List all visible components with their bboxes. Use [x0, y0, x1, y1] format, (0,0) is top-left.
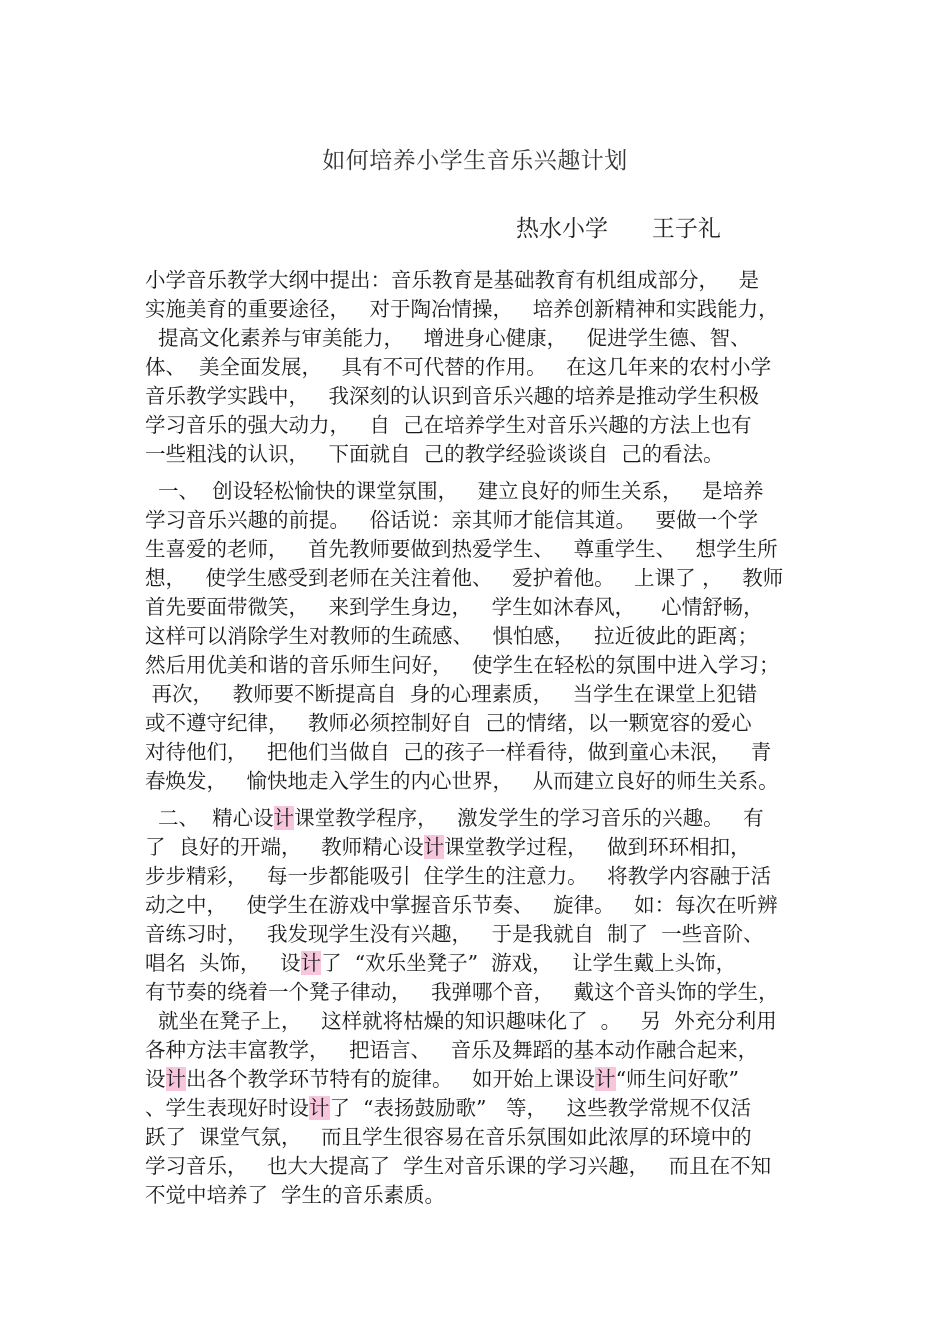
document-body	[145, 266, 825, 1218]
text-line: 音练习时， 我发现学生没有兴趣， 于是我就自 制了 一些音阶、	[145, 922, 764, 946]
text-line: 音乐教学实践中， 我深刻的认识到音乐兴趣的培养是推动学生积极	[145, 384, 760, 408]
text-line: 设计出各个教学环节特有的旋律。 如开始上课设计“师生问好歌”	[145, 1067, 740, 1091]
highlight-mark: 计	[423, 835, 445, 859]
paragraph	[145, 266, 825, 469]
text-line: 然后用优美和谐的音乐师生问好， 使学生在轻松的氛围中进入学习；	[145, 653, 780, 677]
highlight-mark: 计	[300, 951, 322, 975]
text-line: 唱名 头饰， 设计了 “欢乐坐凳子” 游戏， 让学生戴上头饰，	[145, 951, 737, 975]
paragraph	[145, 804, 825, 1210]
text-line: 步步精彩， 每一步都能吸引 住学生的注意力。 将教学内容融于活	[145, 864, 772, 888]
text-line: 一、 创设轻松愉快的课堂氛围， 建立良好的师生关系， 是培养	[145, 479, 764, 503]
text-line: 或不遵守纪律， 教师必须控制好自 己的情绪，以一颗宽容的爱心	[145, 711, 752, 735]
paragraph	[145, 477, 825, 796]
text-line: 实施美育的重要途径， 对于陶冶情操， 培养创新精神和实践能力，	[145, 297, 779, 321]
author-byline: 热水小学 王子礼	[516, 216, 721, 242]
text-line: 不觉中培养了 学生的音乐素质。	[145, 1183, 446, 1207]
text-line: 学习音乐， 也大大提高了 学生对音乐课的学习兴趣， 而且在不知	[145, 1154, 772, 1178]
text-line: 对待他们， 把他们当做自 己的孩子一样看待，做到童心未泯， 青	[145, 740, 772, 764]
text-line: 各种方法丰富教学， 把语言、 音乐及舞蹈的基本动作融合起来，	[145, 1038, 759, 1062]
text-line: 提高文化素养与审美能力， 增进身心健康， 促进学生德、智、	[145, 326, 751, 350]
highlight-mark: 计	[273, 806, 295, 830]
text-line: 动之中， 使学生在游戏中掌握音乐节奏、 旋律。 如：每次在听辨	[145, 893, 778, 917]
text-line: 生喜爱的老师， 首先教师要做到热爱学生、 尊重学生、 想学生所	[145, 537, 778, 561]
text-line: 小学音乐教学大纲中提出：音乐教育是基础教育有机组成部分， 是	[145, 268, 760, 292]
text-line: 二、 精心设计课堂教学程序， 激发学生的学习音乐的兴趣。 有	[145, 806, 764, 830]
text-line: 首先要面带微笑， 来到学生身边， 学生如沐春风， 心情舒畅，	[145, 595, 764, 619]
text-line: 一些粗浅的认识， 下面就自 己的教学经验谈谈自 己的看法。	[145, 442, 724, 466]
text-line: 就坐在凳子上， 这样就将枯燥的知识趣味化了 。 另 外充分利用	[145, 1009, 777, 1033]
text-line: 想， 使学生感受到老师在关注着他、 爱护着他。 上课了 ， 教师	[145, 566, 784, 590]
text-line: 了 良好的开端， 教师精心设计课堂教学过程， 做到环环相扣，	[145, 835, 751, 859]
text-line: 学习音乐的强大动力， 自 己在培养学生对音乐兴趣的方法上也有	[145, 413, 752, 437]
highlight-mark: 计	[309, 1096, 330, 1120]
text-line: 春焕发， 愉快地走入学生的内心世界， 从而建立良好的师生关系。	[145, 769, 779, 793]
text-line: 有节奏的绕着一个凳子律动， 我弹哪个音， 戴这个音头饰的学生，	[145, 980, 779, 1004]
text-line: 跃了 课堂气氛， 而且学生很容易在音乐氛围如此浓厚的环境中的	[145, 1125, 752, 1149]
text-line: 学习音乐兴趣的前提。 俗话说：亲其师才能信其道。 要做一个学	[145, 508, 759, 532]
highlight-mark: 计	[165, 1067, 186, 1091]
document-title: 如何培养小学生音乐兴趣计划	[322, 148, 628, 174]
text-line: 体、 美全面发展， 具有不可代替的作用。 在这几年来的农村小学	[145, 355, 772, 379]
text-line: 这样可以消除学生对教师的生疏感、 惧怕感， 拉近彼此的距离；	[145, 624, 759, 648]
highlight-mark: 计	[595, 1067, 616, 1091]
text-line: 、学生表现好时设计了 “表扬鼓励歌” 等， 这些教学常规不仅活	[145, 1096, 752, 1120]
text-line: 再次， 教师要不断提高自 身的心理素质， 当学生在课堂上犯错	[145, 682, 758, 706]
